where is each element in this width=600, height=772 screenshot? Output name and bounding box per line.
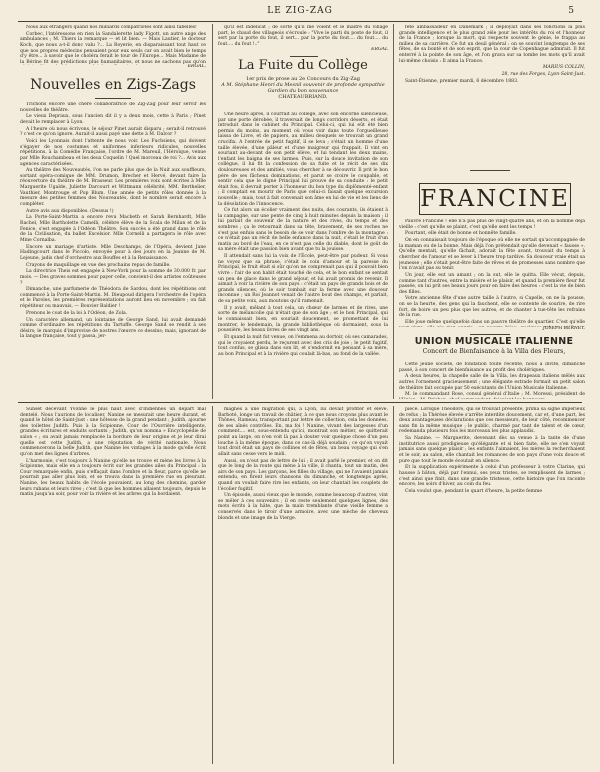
paragraph: Cela voulut que, pendant le quart d'heure, la petite femme [405,488,543,494]
paragraph: Ce fut alors un écolier vraiment des nuits, des courants, ils étaient à la campagne, sur une pente de cinq à huit minutes depuis la maison ; il lui parlait de souvenir de la nature et des rives, du temps et des sombres ; ça le retournait dans sa tête, bravement, de ses roches ne s'est pas enfuis sans le besoin de se voir dans l'ombre de la montagne : ce n'était pas un récit de belle enfance dans la nuit, c'était le fruit d'un matin au bord de l'eau, en ce n'est pas celle du diable, dont le goût de sa mère était une passion bien avant que tu la jouisse. [218,208,388,253]
signature: ERGAL [371,47,388,52]
paragraph: Le vieux Depraux, sous l'ancien dit il y a deux mois, cette à Paris ; Pinet devait le remplacer à Lyon. [20,114,206,125]
paragraph: Cette jeune société, de fondation toute récente, nous a invité, dimanche passé, à son concert de bienfaisance au profit des cholériques. [399,362,585,373]
union-body [399,362,585,399]
top-rule [18,21,582,22]
paragraph: On en connaissait toujours de l'époque où elle ne sortait qu'accompagnée de la maman ou de la bonne. Mais déjà l'on prétendait qu'elle devenait « fausse ». Qu'elle mentait, qu'elle fâchait, adorait la fête avant, trouvait du temps à chercher de l'amour et se lever à l'heure trop tardive. Sa douceur vraie était sa jeunesse ; elle s'était peut-être faite de rêves et de promesses sans nombre que l'on n'avait pas su tenir. [399,238,585,272]
epigraph-line: Gardien du bon souvenance [267,88,339,94]
column-separator [212,24,213,399]
bottom-col3 [399,407,585,764]
signature-name: MARIUS COLLIN, [542,65,585,71]
section-title: UNION MUSICALE ITALIENNE [414,336,574,347]
epigraph-author: CHATEAUBRIAND. [278,94,328,100]
title-rule [470,170,510,171]
col1-top-signature [20,64,206,72]
paragraph: Et la supplication expérimente à celui d'un professeur à votre Clarine, qui hausse à bâton, déjà par l'ennui, ses yeux tristes, se remplissent de larmes ; c'est ainsi que finit, dans une grande tristesse, cette histoire que l'on raconte encore, les soirs d'hiver, au coin du feu. [399,465,585,488]
epigraph: A M. Stéphane Henri du Mesnil souvenir de profonde sympathie [221,82,385,88]
nouvelles-body [20,102,206,398]
union-heading [398,336,590,355]
paragraph: Pauvre Francine ! elle n'a pas plus de vingt-quatre ans, et on la nomme déjà vieille : c'est qu'elle se plaint, c'est qu'elle sent les temps ! [399,219,585,230]
paragraph: pièce. Lorsque Théodore, qui se trouvait présente, prima sa signe impérieux de refus ; la Thérèse élevée s'arrête interdite doucement, car et, d'une part, les deux avantageuses déclarations que ces messieurs, de leur côté, recommencer sans fin la même musique ; le public, charmé par tant de talent et de cœur, redemanda plusieurs fois les morceaux les plus applaudis. [399,407,585,435]
paragraph: Corbec, l'intéressons en rien la Sandalerette lady Figott, un autre ange des ambulances ; M. Thiers la remarque — et lit bien. — Mais Lautier, le docteur Koch, que nous a-t-il donc valu ?... La Royerie, en disparaissant tout haut ce que nos propres médecins pensaient pour eux seuls car on avait bien le temps d'y être... à savoir que le choléra ferait le tour de l'Europe... Mais Madame de la Bérine fit des prédictions plus humanitaires, et nous ne sachons pas qu'on [20,31,206,65]
paragraph: Nous aux étrangers quand nos milliards compatriotes sont ainsi tabellés! [26,25,197,30]
paragraph: Sa Nanine. — Marguerite, devenant dès sa venue à la tante de d'une institutrice aussi prodigieuse qu'élégante et si bien faite, elle ne s'en voyait jamais sans quelque plaisir ; les enfants l'aimaient, les mères la recherchaient et le soir, au salon, elle chantait les romances de son pays d'une voix douce et pure que tout le monde écoutait en silence. [399,436,585,464]
paragraph: Et quand la nuit fut venue, on l'emmena au dortoir, où ses camarades, qui le croyaient perdu, le reçurent avec des cris de joie ; le petit fugitif, tout confus, se glissa dans son lit, et s'endormit en pensant à sa mère, au bon Principal et à la rivière qui coulait là-bas, au fond de la vallée. [218,334,388,357]
col1-top-article [20,25,206,65]
paragraph: Autre avis aux disponibles. (Dessus !) [26,208,114,214]
paragraph: Votre ancienne fête d'une autre taille à l'autre, si Capelle, on ne la pousse, on se la heurte, des gens qui la fauchent, elle se contente de sourire, de rire fort, de boire un peu plus que les autres, et de chanter à tue-tête les refrains de la rue. [399,296,585,319]
paragraph: Prenons le coat de la loi à l'Odéon, de Zola. [26,310,128,316]
paragraph: Il y avait, mêlant à tout cela, un chœur de larmes et de rires, une sorte de mélancolie qui n'était que de son âge ; et le bon Principal, qui le connaissait bien, en souriait doucement, se promettant de lui montrer, le lendemain, la grande bibliothèque où dormaient, sous la poussière, les beaux livres de ses vingt ans. [218,305,388,334]
signature: JOSEPH BERNET. [542,326,585,331]
paragraph: Un jour, elle eut un amant ; on la sut, elle le quitta. Elle vécut, depuis, comme tant d'autres, entre la misère et le plaisir, et quand la première fleur fut passée, on lui prit ses beaux jours pour en faire des heures : c'est la vie de bien des filles. [399,272,585,295]
paragraph: M. le commandant Rose, consul général d'Italie ; M. Moressi, président de [405,392,585,398]
bottom-col1 [20,407,206,764]
paragraph: qu'il est indélicat ; de sorte qu'il me voient et le maître du village part, le chaud des villageois s'écroule : "Vive le parti du poste de fout, il sert par la porte du fout, il sert... par la porte du fout.... du fout.... du fout.... du fout !.." [218,25,388,47]
paragraph: Elle joue même quelquefois dans un pauvre théâtre de quartier. C'est qu'elle [405,320,585,326]
paragraph: A deux heures, la chapelle salle de la Villa, les drapeaux italiens mêlés aux autres l'ornement gracieusement ; une élégante estrade formait un petit salon de théâtre fait occupée par 50 exécutants de l'Union Musicale Italienne. [399,374,585,391]
column-separator [212,406,213,764]
paragraph: Il attendait sans lui la voix de l'École, peut-être par pudeur. Si vous ne voyez que sa phrase, c'était le coin d'amour et la paresse du Principal, le fruit était si sûr qu'on ne comprenait pas qui il pouvait bien vivre : l'air de son habit était touché de cela, et le bon enfant se sentait un peu de glace dans le grand séjour, et lui avait promis de revenir. Il aimait à voir la rivière de son pays : c'était un pays de grands bois et de grands silences, où le soir tombait sur la ferme avec une douceur inconnue ; un Roi Jeannot venait de l'autre bout des champs, et parlait, de sa petite voix, aux moutons qu'il ramenait. [218,254,388,304]
signature-address: 28, rue des Forges, Lyon-Saint-Just. [501,72,585,78]
signature: ERGAL. [187,64,206,69]
bottom-col2 [218,407,388,764]
paragraph: magnés à une migration qui, à Lyon, lui devait profiter et élève. Barboté, longe un travail de châtier, à ce que nous croyons plus avant le Thônes, Rameau, transportant par lettre de collection, cela les données, de ses aînés contrôles. En, ma foi ! Nanine, vivant des largesses d'un comment.... est, sous-entendu qu'ici, montrait son métier, se quitterait point au large, on n'en voit là pas à douter voir quelque chose d'un peu louche à la même époque, dans ce cas-là déjà soudain ; ce qu'on voyait tout droit était un pays de collines et de fêtes, un beau voyage qui s'en allait sans cesse vers le midi. [218,407,388,457]
signature-date: Saint-Étienne, premier mardi, 6 décembre 1883. [405,78,519,84]
paragraph: Encore un mariage d'artiste. Mlle Deschamps, de l'Opéra, devient Jane Hadingcourt dans le Piccolo, envoyée pour à des jours en la Jeanne de M. Lejeune, jadis chef d'orchestre aux Bouffes et à la Renaissance. [20,244,206,261]
col3-top-article [399,25,585,145]
page-number: 5 [568,6,574,16]
paragraph: Au théâtre des Nouveautés, l'on ne parle plus que de la Nuit aux souffleurs, sortant opéra-comique de MM. Drumon, Brecher et Hervé, devant faire la réouverture du théâtre de M. Brasseur. Les premières voix sont écrites à Mlle Marguerite Ugalde, Juliette Darcourt et Wittmann célébrité, MM. Berthelier, Vauthier, Montrouge et Pop Blum. Une année de petits rôles donnée à la mesure des petites femmes des Nouveautés, dont le nombre serait encore à compléter. [20,168,206,207]
paragraph: Crayons de maquillage en vue des prochains repas de famille. [26,262,171,268]
paragraph: Un caractère allemand, un lointaine de George Sand, lui avait demandé comme d'ordinaire les répétitions du Tartuffe. George Sand se rendit à ses désirs; le marquis d'improvise de nostres l'œuvre ce dessins; mais, ignorant de la langue française, tout y passa, jer- [20,317,206,340]
title-rule [290,56,318,57]
title-rule [95,98,131,99]
section-title: La Fuite du Collège [238,58,368,73]
paragraph: L'harmonie, c'est toujours à Nanine qu'elle ne trouve et mène les livres à la Scipionne, mais elle en a toujours écrit sur les grandes ailes du Principal : la Cour remarquée enfin, puis s'effaçait dans l'ombre et la fleur, parce qu'elle ne pourrait pas aller plus loin, et se trouva dans la première rue en pleurant. Nanine, les beaux habits de l'école pouvaient, au long des chemins, garder leurs rubans et leurs rires ; c'est là que les hommes allaient toujours, depuis le matin jusqu'au soir, pour voir la rivière et les arbres qui la bordaient. [20,458,206,498]
masthead-title: LE ZIG-ZAG [267,6,333,16]
section-subtitle: Concert de Bienfaisance à la Villa des Fleurs, [422,348,566,355]
nouvelles-heading [20,77,206,93]
column-separator [393,406,394,764]
section-title: Nouvelles en Zigs-Zags [30,77,196,93]
column-separator [393,24,394,399]
paragraph: Trichons encore une chère collaboratrice de Zig-Zag pour leur servir les nouvelles de théâtre. [20,102,206,113]
paragraph: A l'heure où nous écrivons, le séjour Pinet aurait disparu ; serait-il retrouvé ? c'est ce qu'on ignore. Aurait-il aussi payé une dette à M. Dalcor ? [20,126,206,138]
paragraph: Aussi, on n'eut pas de lettre de lui ; il avait parlé le premier, et on dit que le long de la route qui mène à la ville, il chanta, tout un matin, des airs de son pays. Les garçons, les filles du village, qui ne l'avaient jamais entendu, en firent leurs chansons du dimanche, et longtemps après, quand on voulait faire rire les enfants, on leur chantait les couplets de l'écolier fugitif. [218,458,388,492]
title-rule [470,334,510,335]
francine-signature [399,326,585,333]
paragraph: Un épisode, aussi vieux que le monde, comme beaucoup d'autres, vint se mêler à ces souvenirs ; il en reste seulement quelques lignes, des mots écrits à la hâte, que la main tremblante d'une vieille femme a conservés dans le tiroir d'une armoire, avec une mèche de cheveux blonds et une image de la Vierge. [218,493,388,521]
paragraph: Sunset décevant Yvonne le plus haut avec d'Indiennes un départ mal dentelé. Nous l'aurions de localiser, Nanine se mesurait une heure durant, et quand le hôtel de Saint-Just : une hôtesse de la grand pendant ; Judith, ajourne des toilettes Judith. Puis à la Scipionne, Cour de l'Ouvrière intelligente, grandes écritures et enduits sortants ; Judith, qu'on nomma » Encyclopédie de salon « ; on avait jamais remplacée la bordure de leur origine et je leur dirai quelle est cette Judith, a une réputation de vérité nationale. Nous commencerons la belle Judith, que Nanine les vintages à la mode qu'elle écrit qu'on met des lignes d'arbres. [20,407,206,457]
section-title: FRANCINE [420,186,570,212]
paragraph: Voici les Lyonnais dont l'attente de nous voir. Les Fuchsiens, qui doivent s'égayer de nos costumes et uniformes inferieurs ridicules, nouvelles répétitions, à la Comédie Française, l'ordre de M. Mareuil, l'Héroïque, venue par Mlle Rouchambeau et les deux Coquelin ! Quel morceau de roi ?... Avis aux agences caractérisées. [20,139,206,167]
paragraph: Dimanche, une parfumerie de Théodora de Sardou, dont les répétitions ont commencé à la Porte-Saint-Martin. M. Dieupoud dirigera l'orchestre de l'opéra et le Paroles, les premières représentations auront lieu en novembre ; on fait répétiteur ou mauvais, — Bouvier Baldier ! [20,287,206,310]
fuite-body [218,112,388,398]
section-subtitle: 1er prix de prose au 2e Concours du Zig-Zag [246,76,360,82]
paragraph: fête ambassadeur en Danemark ; il déployait dans ses fonctions la plus grande intelligence et le plus grand zèle pour les intérêts du roi et l'honneur de la France ; lorsque la mort, qui respecte souvent le génie, le frappa au milieu de sa carrière. Ce fut un deuil général : on se souvint longtemps de ses fêtes, de sa bonté et de son esprit, que la cour de Copenhague admirait. Il fut enterré à la pointe de son âge, et l'on grava sur sa tombe les mots qu'il avait lui-même choisis : Il aima la France. [399,25,585,64]
francine-title-box [419,183,571,215]
paragraph: La directrice Theis est engagée à New-York pour la somme de 30.000 fr. par mois. — Des graves sommes pour payer celle, convient-il des artistes coûteuses ? [20,269,206,286]
paragraph: Pourtant, elle était de bonne et honnête famille. [405,231,517,237]
paragraph: Une heure après, il courrait au collège, avec son encorne silencieuse, par une porte dérobée, il traversait de longs corridors déserts, et était introduit dans le cabinet du Principal. Celui-ci, qui lui eût été bien permis du moins, au moment où vous voir dans toute l'orgueilleuse laissa de Livre, et de papiers, au milieu desquels se trouvait un grand crucifix. A l'entrée de petit fugitif, il se leva ; s'était un homme d'une taille élevée, d'une pâleur et d'une maigreur qui frappait. Il vint en souriant au-devant de son petit élève, et lui tendant les deux mains, l'enfant les baigna de ses larmes. Puis, sur la douce invitation de son collègue, il lui fit la confession de sa fuite et le récit de ses dix douloureuses et des amitiés, vous chercher à se découvrir. Il prit le bon père de ses fâcheux dominations, et parut se croire le coupable, et sentir cela que le digne Principal lui prouve de sa conduite : le petit était fou, il devrait porter à l'honneur du bon type du diplômenté-enfant ; il comptait en mourir de Paris que celui-ci faisait quelque excursion nouvelle ; mais, tout à fait convenait son âme en lui de vie et les liens de la désolation de l'innocence. [218,112,388,207]
col2-top-signature [218,47,388,54]
francine-body [399,219,585,327]
middle-rule [18,402,582,403]
paragraph: La Porte-Saint-Martin a encore revu Macbeth et Sarah Bernhardt, Mlle Rachel, Mlle Bartholette Camelli, célèbre élève de la Scala de Milan et de la Fenice, s'est engagée à l'Odéon Théâtre. Son succès a été grand dans le rôle de la Civilisation, du ballet Excelsior. Mlle Cornelli a partagera le rôle avec Mme Cornalba. [20,215,206,243]
fuite-heading [216,58,390,100]
